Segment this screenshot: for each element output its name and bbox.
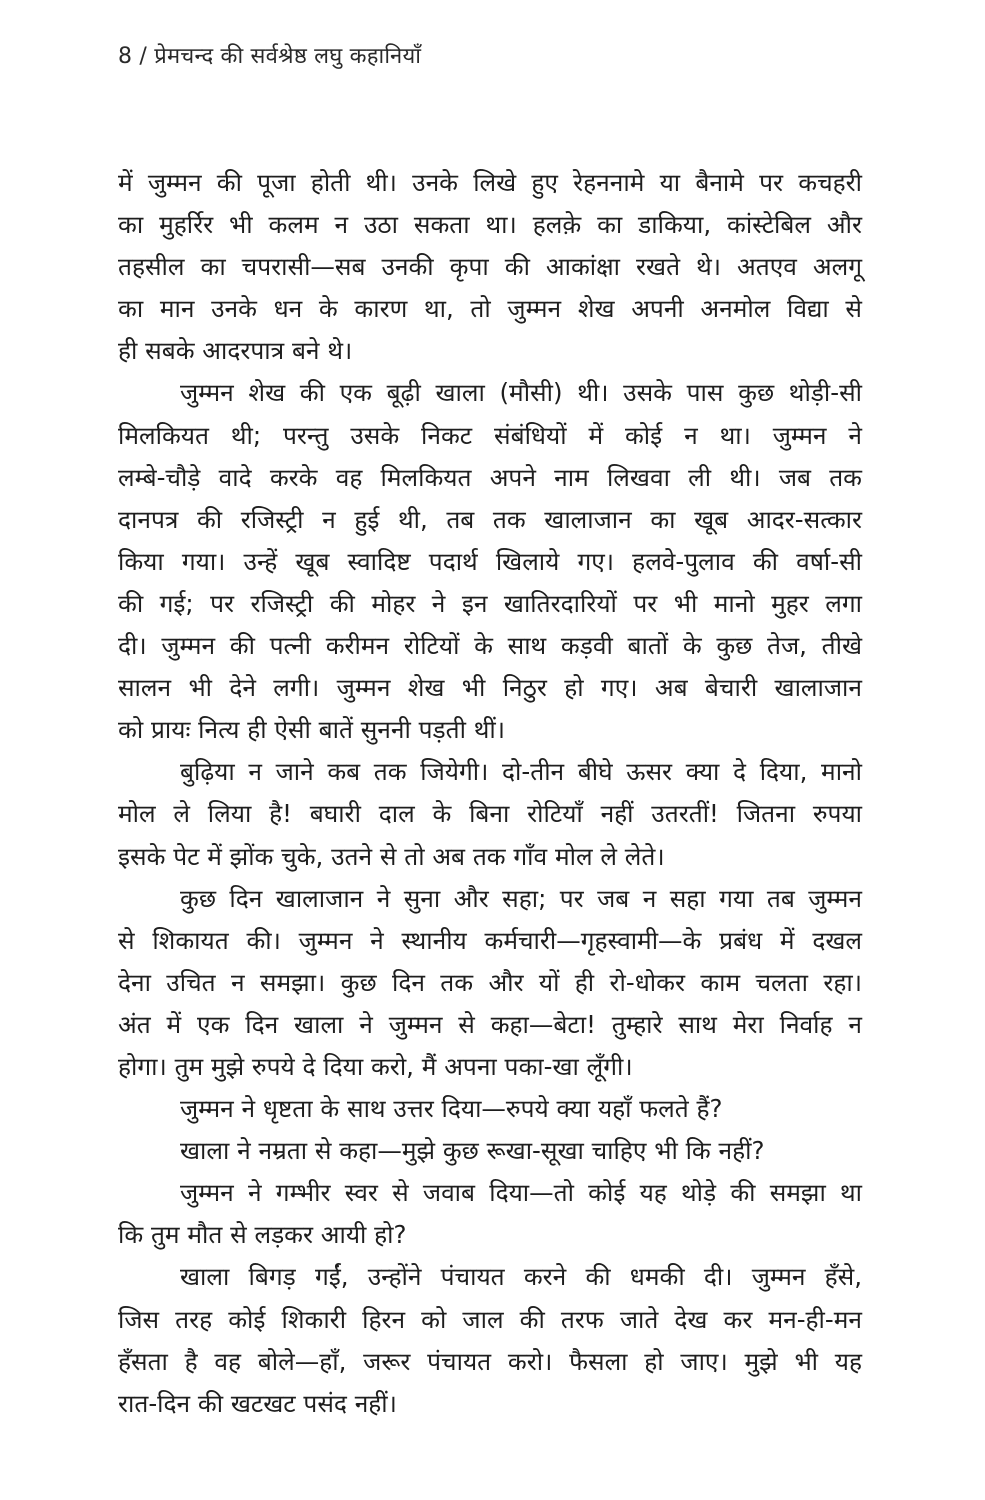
text-line: कि तुम मौत से लड़कर आयी हो? [118, 1220, 407, 1250]
text-line: इसके पेट में झोंक चुके, उतने से तो अब तक गाँव मोल ले लेते। [118, 841, 665, 871]
text-line: तहसील का चपरासी—सब उनकी कृपा की आकांक्षा रखते थे। अतएव अलगू [118, 252, 862, 282]
text-line: बुढ़िया न जाने कब तक जियेगी। दो-तीन बीघे ऊसर क्या दे दिया, मानो [180, 757, 862, 787]
text-line: दी। जुम्मन की पत्नी करीमन रोटियों के साथ कड़वी बातों के कुछ तेज, तीखे [118, 631, 862, 661]
text-line: का मान उनके धन के कारण था, तो जुम्मन शेख अपनी अनमोल विद्या से [118, 294, 862, 324]
text-line: होगा। तुम मुझे रुपये दे दिया करो, मैं अपना पका-खा लूँगी। [118, 1051, 633, 1081]
text-line: में जुम्मन की पूजा होती थी। उनके लिखे हुए रेहननामे या बैनामे पर कचहरी [118, 168, 862, 197]
text-line: खाला ने नम्रता से कहा—मुझे कुछ रूखा-सूखा चाहिए भी कि नहीं? [180, 1136, 765, 1166]
text-line: खाला बिगड़ गईं, उन्होंने पंचायत करने की धमकी दी। जुम्मन हँसे, [180, 1262, 862, 1292]
text-line: अंत में एक दिन खाला ने जुम्मन से कहा—बेटा! तुम्हारे साथ मेरा निर्वाह न [118, 1009, 862, 1039]
text-line: जुम्मन ने गम्भीर स्वर से जवाब दिया—तो कोई यह थोड़े की समझा था [180, 1178, 862, 1208]
text-line: किया गया। उन्हें खूब स्वादिष्ट पदार्थ खिलाये गए। हलवे-पुलाव की वर्षा-सी [118, 546, 862, 576]
running-header [118, 40, 421, 70]
text-line: से शिकायत की। जुम्मन ने स्थानीय कर्मचारी—गृहस्वामी—के प्रबंध में दखल [118, 925, 862, 955]
text-line: ही सबके आदरपात्र बने थे। [118, 336, 353, 366]
text-line: जुम्मन ने धृष्टता के साथ उत्तर दिया—रुपये क्या यहाँ फलते हैं? [180, 1094, 723, 1124]
text-line: जुम्मन शेख की एक बूढ़ी खाला (मौसी) थी। उसके पास कुछ थोड़ी-सी [180, 378, 862, 408]
text-line: कुछ दिन खालाजान ने सुना और सहा; पर जब न सहा गया तब जुम्मन [180, 883, 862, 913]
text-line: दानपत्र की रजिस्ट्री न हुई थी, तब तक खालाजान का खूब आदर-सत्कार [118, 504, 862, 534]
text-line: रात-दिन की खटखट पसंद नहीं। [118, 1388, 397, 1418]
paragraph [118, 1130, 862, 1172]
paragraph [118, 1172, 862, 1256]
text-line: को प्रायः नित्य ही ऐसी बातें सुननी पड़ती थीं। [118, 715, 505, 745]
header-separator: / [139, 44, 148, 69]
text-line: हँसता है वह बोले—हाँ, जरूर पंचायत करो। फैसला हो जाए। मुझे भी यह [118, 1346, 862, 1376]
text-line: की गई; पर रजिस्ट्री की मोहर ने इन खातिरदारियों पर भी मानो मुहर लगा [118, 588, 862, 618]
body-text [118, 162, 862, 1425]
text-line: मोल ले लिया है! बघारी दाल के बिना रोटियाँ नहीं उतरतीं! जितना रुपया [118, 799, 862, 829]
book-title: प्रेमचन्द की सर्वश्रेष्ठ लघु कहानियाँ [154, 44, 422, 69]
paragraph [118, 878, 862, 1088]
paragraph [118, 372, 862, 751]
paragraph [118, 751, 862, 877]
text-line: लम्बे-चौड़े वादे करके वह मिलकियत अपने नाम लिखवा ली थी। जब तक [118, 462, 862, 492]
page-number: 8 [118, 44, 133, 69]
paragraph [118, 162, 862, 372]
text-line: जिस तरह कोई शिकारी हिरन को जाल की तरफ जाते देख कर मन-ही-मन [118, 1304, 862, 1334]
text-line: का मुहर्रिर भी कलम न उठा सकता था। हलक़े का डाकिया, कांस्टेबिल और [118, 210, 862, 240]
paragraph [118, 1088, 862, 1130]
text-line: मिलकियत थी; परन्तु उसके निकट संबंधियों में कोई न था। जुम्मन ने [118, 420, 862, 450]
text-line: देना उचित न समझा। कुछ दिन तक और यों ही रो-धोकर काम चलता रहा। [118, 967, 862, 997]
paragraph [118, 1256, 862, 1424]
text-line: सालन भी देने लगी। जुम्मन शेख भी निठुर हो गए। अब बेचारी खालाजान [118, 673, 862, 703]
